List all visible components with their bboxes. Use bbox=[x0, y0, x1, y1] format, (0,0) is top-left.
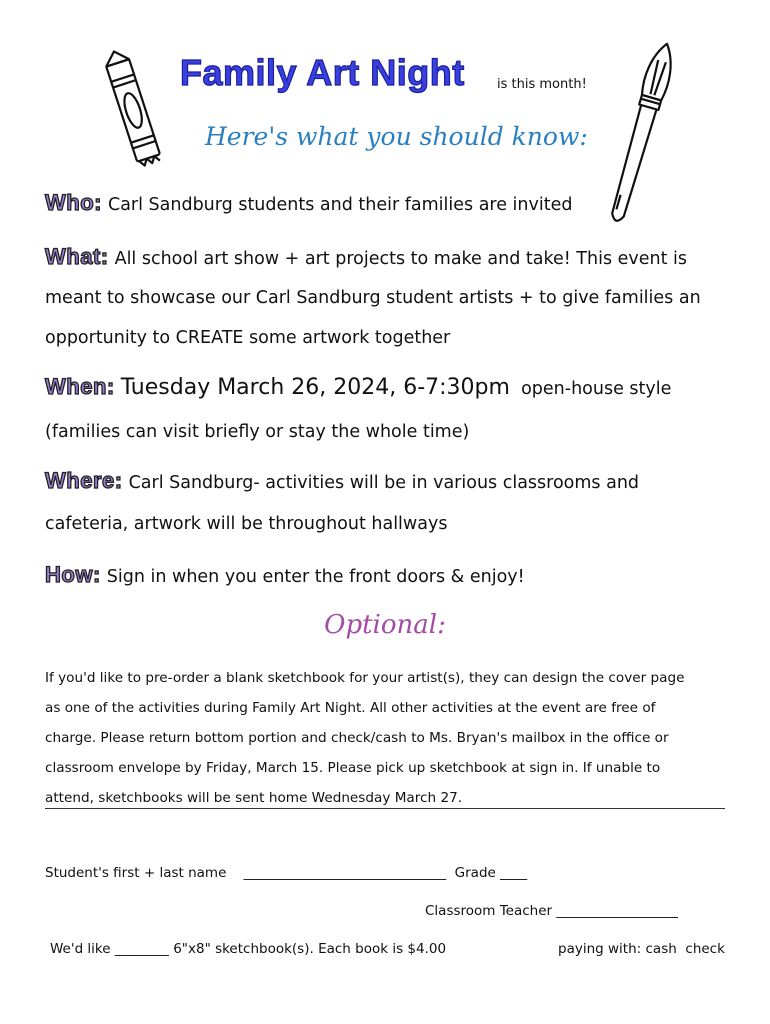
payment-row bbox=[558, 941, 725, 957]
how-label: How: bbox=[45, 562, 101, 587]
student-name-field[interactable]: ______________________________ bbox=[243, 865, 447, 881]
who-text: Carl Sandburg students and their families are invited bbox=[107, 195, 573, 215]
page-title: Family Art Night bbox=[180, 52, 465, 93]
quantity-prefix: We'd like bbox=[50, 941, 111, 957]
student-name-label: Student's first + last name bbox=[45, 865, 227, 881]
grade-field[interactable]: ____ bbox=[500, 865, 528, 881]
title-suffix: is this month! bbox=[497, 77, 587, 92]
quantity-row bbox=[50, 941, 446, 957]
quantity-field[interactable]: ________ bbox=[114, 941, 169, 957]
when-style: open-house style bbox=[521, 379, 672, 399]
paintbrush-icon bbox=[600, 38, 680, 238]
who-label: Who: bbox=[45, 190, 102, 215]
paying-label: paying with: bbox=[558, 941, 642, 957]
classroom-teacher-label: Classroom Teacher bbox=[425, 903, 553, 919]
when-note: (families can visit briefly or stay the whole time) bbox=[45, 422, 470, 442]
where-line: Carl Sandburg- activities will be in various classrooms and bbox=[128, 473, 640, 493]
subtitle: Here's what you should know: bbox=[205, 122, 588, 151]
who-section bbox=[45, 190, 572, 216]
what-line: meant to showcase our Carl Sandburg student artists + to give families an bbox=[45, 288, 701, 308]
where-line: cafeteria, artwork will be throughout hallways bbox=[45, 514, 448, 534]
classroom-teacher-field[interactable]: __________________ bbox=[556, 903, 678, 919]
how-text: Sign in when you enter the front doors & enjoy! bbox=[106, 567, 525, 587]
where-label: Where: bbox=[45, 468, 123, 493]
student-name-row bbox=[45, 865, 527, 881]
optional-paragraph-line: classroom envelope by Friday, March 15. Please pick up sketchbook at sign in. If unable to bbox=[45, 760, 661, 776]
optional-heading: Optional: bbox=[324, 610, 446, 640]
optional-paragraph-line: charge. Please return bottom portion and check/cash to Ms. Bryan's mailbox in the office or bbox=[45, 730, 669, 746]
when-date: Tuesday March 26, 2024, 6-7:30pm bbox=[120, 375, 510, 400]
grade-label: Grade bbox=[454, 865, 496, 881]
pay-option-cash[interactable]: cash bbox=[645, 941, 677, 957]
how-section bbox=[45, 562, 525, 588]
cut-line-divider bbox=[45, 808, 725, 809]
when-section bbox=[45, 374, 671, 400]
crayon-icon bbox=[100, 48, 170, 178]
quantity-suffix: 6"x8" sketchbook(s). Each book is $4.00 bbox=[173, 941, 447, 957]
where-section bbox=[45, 468, 639, 494]
what-line: opportunity to CREATE some artwork together bbox=[45, 328, 451, 348]
what-section bbox=[45, 244, 687, 270]
teacher-row bbox=[425, 903, 678, 919]
optional-paragraph-line: as one of the activities during Family Art Night. All other activities at the event are free of bbox=[45, 700, 656, 716]
what-line: All school art show + art projects to make and take! This event is bbox=[114, 249, 688, 269]
optional-paragraph-line: If you'd like to pre-order a blank sketchbook for your artist(s), they can design the cover page bbox=[45, 670, 685, 686]
what-label: What: bbox=[45, 244, 109, 269]
when-label: When: bbox=[45, 374, 115, 399]
pay-option-check[interactable]: check bbox=[685, 941, 725, 957]
optional-paragraph-line: attend, sketchbooks will be sent home Wednesday March 27. bbox=[45, 790, 463, 806]
